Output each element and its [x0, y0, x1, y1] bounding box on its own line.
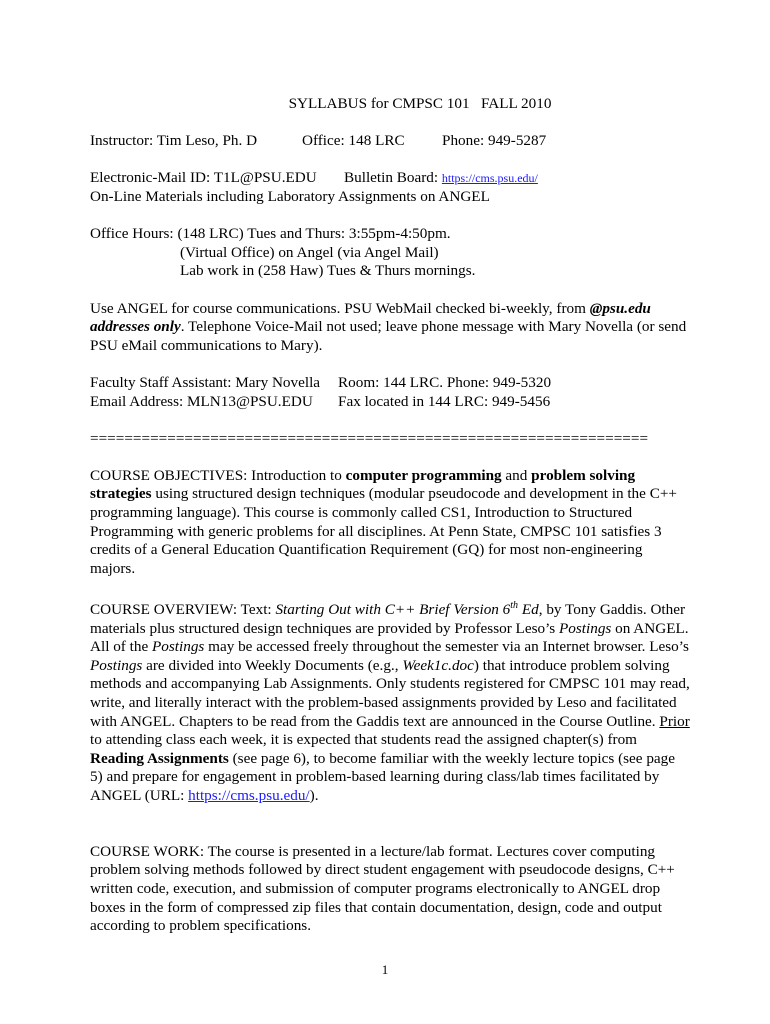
course-work: COURSE WORK: The course is presented in a lecture/lab format. Lectures cover computing problem solving methods followed by direct student engagement with pseudocode designs, C++ written code, execution, and submission of computer programs electronically to ANGEL drop boxes in the form of compressed zip files that contain documentation, design, code and output according to problem specifications.: [90, 842, 675, 935]
ov-postings1: Postings: [559, 619, 612, 637]
email-line: [90, 169, 690, 188]
office-hours-line1: Office Hours: (148 LRC) Tues and Thurs: 3:55pm-4:50pm.: [90, 225, 451, 243]
page-number: 1: [381, 962, 389, 977]
instructor-email: Electronic-Mail ID: T1L@PSU.EDU: [90, 169, 317, 187]
comm-part1: Use ANGEL for course communications. PSU WebMail checked bi-weekly, from: [90, 299, 590, 317]
ov-reading-assignments: Reading Assignments: [90, 749, 229, 767]
communications-paragraph: [90, 300, 690, 356]
staff-fax: Fax located in 144 LRC: 949-5456: [338, 392, 551, 410]
staff-line1: [90, 374, 690, 393]
instructor-name: Instructor: Tim Leso, Ph. D: [90, 132, 258, 150]
ov-text4: may be accessed freely throughout the semester via an Internet browser. Leso’s: [204, 638, 689, 656]
angel-url-link[interactable]: https://cms.psu.edu/: [188, 787, 310, 805]
comm-emphasis: @psu.edu addresses only: [90, 299, 651, 336]
ov-edition: Ed: [518, 601, 539, 619]
syllabus-page: [90, 95, 690, 936]
staff-assistant: Faculty Staff Assistant: Mary Novella: [90, 373, 321, 391]
ov-prior: Prior: [659, 712, 690, 730]
instructor-office: Office: 148 LRC: [302, 132, 405, 150]
ov-text5: are divided into Weekly Documents (e.g.,: [142, 656, 403, 674]
obj-text3: using structured design techniques (modular pseudocode and development in the C++ programming language). This course is commonly called CS1, Introduction to Structured Programming with generic problems for all disciplines. At Penn State, CMPSC 101 satisfies 3 credits of a General Education Quantification Requirement (GQ) for most non-engineering majors.: [90, 485, 677, 577]
office-hours-line2: (Virtual Office) on Angel (via Angel Mail): [180, 243, 439, 261]
staff-line2: [90, 393, 690, 412]
course-objectives: [90, 467, 690, 579]
obj-text2: and: [501, 466, 532, 484]
online-materials: On-Line Materials including Laboratory Assignments on ANGEL: [90, 187, 490, 205]
obj-bold2: problem solving strategies: [90, 466, 636, 503]
instructor-phone: Phone: 949-5287: [442, 132, 547, 150]
instructor-line: [90, 132, 690, 151]
ov-postings3: Postings: [90, 656, 143, 674]
ov-text2: , by Tony Gaddis. Other materials plus structured design techniques are provided by Professor Leso’s: [90, 601, 686, 637]
ov-text1: COURSE OVERVIEW: Text:: [90, 601, 276, 619]
course-overview: [90, 597, 690, 806]
ov-text3: on ANGEL. All of the: [90, 619, 689, 656]
office-hours-line3: Lab work in (258 Haw) Tues & Thurs mornings.: [180, 262, 476, 280]
comm-part2: . Telephone Voice-Mail not used; leave phone message with Mary Novella (or send PSU eMail communications to Mary).: [90, 318, 687, 354]
ov-superscript: th: [510, 600, 519, 612]
bulletin-board-label: Bulletin Board:: [344, 169, 439, 187]
ov-text7: to attending class each week, it is expected that students read the assigned chapter(s) from: [90, 731, 637, 749]
page-title: SYLLABUS for CMPSC 101 FALL 2010: [288, 95, 552, 112]
bulletin-board-link[interactable]: https://cms.psu.edu/: [441, 171, 538, 186]
separator-rule: =================================================================: [90, 429, 649, 447]
ov-text9: ).: [309, 787, 319, 805]
ov-weekly-doc: Week1c.doc: [402, 656, 474, 674]
ov-text6: ) that introduce problem solving methods and accompanying Lab Assignments. Only students registered for CMPSC 101 may read, write, and literally interact with the problem-based assignments provided by Leso and facilitated with ANGEL. Chapters to be read from the Gaddis text are announced in the Course Outline.: [90, 656, 690, 730]
ov-text8: (see page 6), to become familiar with the weekly lecture topics (see page 5) and prepare for engagement in problem-based learning during class/lab times facilitated by ANGEL (URL:: [90, 749, 675, 805]
obj-text1: COURSE OBJECTIVES: Introduction to: [90, 466, 346, 484]
staff-room: Room: 144 LRC. Phone: 949-5320: [338, 373, 552, 391]
ov-textbook-title: Starting Out with C++ Brief Version 6: [275, 601, 511, 619]
staff-email: Email Address: MLN13@PSU.EDU: [90, 392, 313, 410]
obj-bold1: computer programming: [345, 466, 502, 484]
ov-postings2: Postings: [152, 638, 205, 656]
